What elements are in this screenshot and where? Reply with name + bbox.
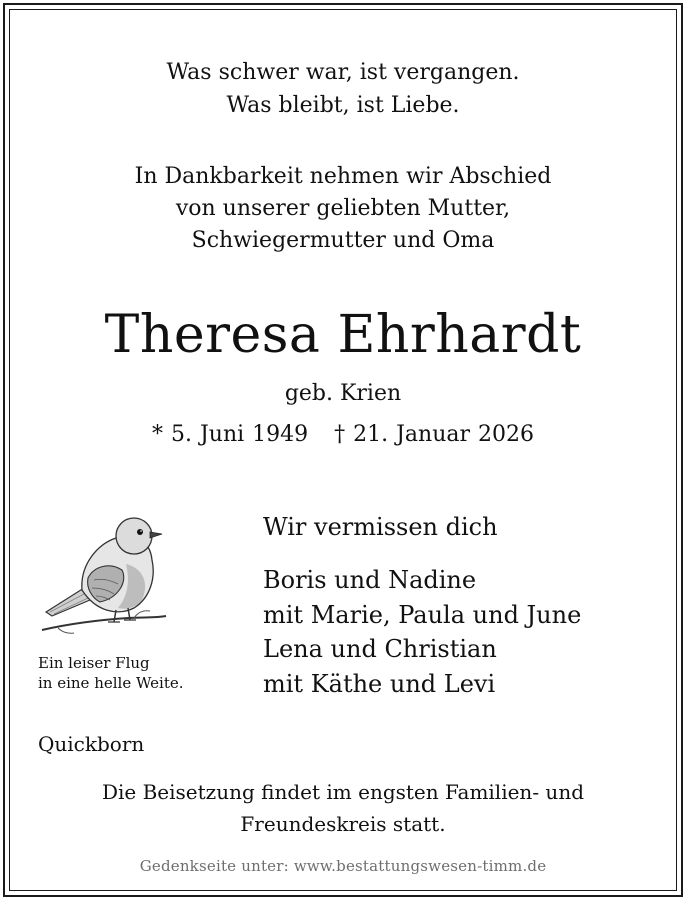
farewell-line: von unserer geliebten Mutter,	[175, 196, 511, 221]
birth-date: * 5. Juni 1949	[151, 422, 309, 447]
mourner-line: mit Käthe und Levi	[263, 669, 496, 698]
memorial-page-link: Gedenkseite unter: www.bestattungswesen-timm.de	[139, 857, 547, 875]
burial-line: Freundeskreis statt.	[240, 812, 446, 836]
verse-line: Was schwer war, ist vergangen.	[166, 60, 520, 85]
farewell-text	[0, 161, 686, 257]
verse	[0, 56, 686, 122]
inner-border	[9, 9, 677, 891]
caption-line: Ein leiser Flug	[38, 654, 150, 672]
mourners-heading: Wir vermissen dich	[263, 513, 498, 541]
robin-bird-icon	[38, 508, 170, 640]
burial-line: Die Beisetzung findet im engsten Familien- und	[101, 780, 584, 804]
life-dates	[0, 420, 686, 450]
bird-caption	[38, 653, 184, 693]
farewell-line: Schwiegermutter und Oma	[191, 228, 495, 253]
deceased-name: Theresa Ehrhardt	[104, 305, 582, 365]
mourners-list	[263, 563, 581, 701]
place-name: Quickborn	[38, 732, 145, 756]
mourner-line: mit Marie, Paula und June	[263, 600, 582, 629]
burial-notice	[0, 776, 686, 840]
farewell-line: In Dankbarkeit nehmen wir Abschied	[134, 164, 552, 189]
mourner-line: Lena und Christian	[263, 635, 497, 663]
caption-line: in eine helle Weite.	[38, 674, 184, 692]
mourner-line: Boris und Nadine	[263, 566, 477, 594]
death-date: † 21. Januar 2026	[334, 422, 535, 447]
born-name: geb. Krien	[284, 381, 402, 406]
verse-line: Was bleibt, ist Liebe.	[226, 93, 460, 118]
